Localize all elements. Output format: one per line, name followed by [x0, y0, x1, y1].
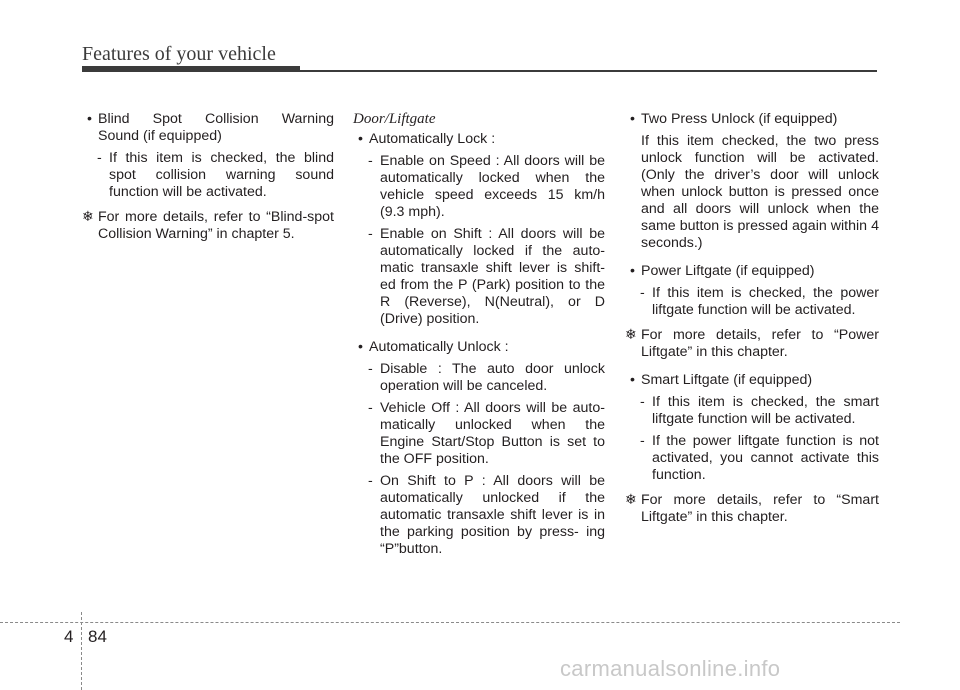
dash-marker: -	[640, 433, 645, 449]
sub-power-liftgate-desc	[625, 285, 879, 319]
bullet-power-liftgate: • Power Liftgate (if equipped)	[625, 263, 879, 280]
sub-blind-spot-desc	[82, 150, 334, 201]
sub-smart-liftgate-desc2	[625, 433, 879, 484]
bullet-two-press-unlock: • Two Press Unlock (if equipped)	[625, 111, 879, 128]
column-middle	[353, 111, 605, 558]
section-title-door-liftgate: Door/Liftgate	[353, 111, 436, 127]
dash-marker: -	[368, 153, 373, 169]
dash-marker: -	[97, 150, 102, 166]
footer-dashed-divider	[81, 612, 82, 690]
page-number: 84	[88, 627, 107, 646]
vehicle-off-text: Vehicle Off : All doors will be auto- matically unlocked when the Engine Start/Stop Button is set to the OFF position.	[380, 400, 605, 467]
sub-smart-liftgate-desc1	[625, 394, 879, 428]
sub-enable-on-shift	[353, 226, 605, 328]
dash-marker: -	[640, 285, 645, 301]
note-power-liftgate-text: For more details, refer to “Power Liftgate” in this chapter.	[641, 327, 879, 360]
chapter-number: 4	[64, 627, 74, 646]
enable-on-shift-text: Enable on Shift : All doors will be automatically locked if the auto- matic transaxle shift lever is shift- ed from the P (Park) position to the R (Reverse), N(Neutral), or D (Drive) position.	[380, 226, 605, 327]
dash-marker: -	[368, 400, 373, 416]
footer-dashed-rule	[0, 622, 900, 623]
smart-liftgate-desc2: If the power liftgate function is not activated, you cannot activate this function.	[652, 433, 879, 483]
disable-text: Disable : The auto door unlock operation will be canceled.	[380, 361, 605, 394]
note-smart-liftgate-text: For more details, refer to “Smart Liftgate” in this chapter.	[641, 492, 879, 525]
sub-vehicle-off	[353, 400, 605, 468]
smart-liftgate-desc1: If this item is checked, the smart liftgate function will be activated.	[652, 394, 879, 427]
blind-spot-desc: If this item is checked, the blind spot collision warning sound function will be activated.	[109, 150, 334, 200]
watermark-text: carmanualsonline.info	[560, 656, 781, 681]
snowflake-icon: ❄	[82, 209, 94, 225]
header-rule	[300, 70, 877, 72]
blind-spot-title-line2: Sound (if equipped)	[98, 128, 222, 144]
note-blind-spot	[82, 209, 334, 243]
bullet-blind-spot	[82, 111, 334, 145]
power-liftgate-desc: If this item is checked, the power liftgate function will be activated.	[652, 285, 879, 318]
sub-enable-on-speed	[353, 153, 605, 221]
note-power-liftgate	[625, 327, 879, 361]
dash-marker: -	[640, 394, 645, 410]
bullet-auto-unlock: • Automatically Unlock :	[353, 339, 605, 356]
enable-on-speed-text: Enable on Speed : All doors will be automatically locked when the vehicle speed exceeds 15 km/h (9.3 mph).	[380, 153, 605, 220]
dash-marker: -	[368, 361, 373, 377]
dash-marker: -	[368, 473, 373, 489]
blind-spot-title-line1: • Blind Spot Collision Warning	[98, 111, 334, 127]
column-left	[82, 111, 334, 243]
sub-disable	[353, 361, 605, 395]
snowflake-icon: ❄	[625, 327, 637, 343]
dash-marker: -	[368, 226, 373, 242]
column-right	[625, 111, 879, 526]
bullet-auto-lock: • Automatically Lock :	[353, 131, 605, 148]
two-press-desc: If this item checked, the two press unlock function will be activated. (Only the driver’s door will unlock when unlock button is pressed once and all doors will unlock when the same button is pressed again within 4 seconds.)	[641, 133, 879, 251]
sub-on-shift-to-p	[353, 473, 605, 558]
note-smart-liftgate	[625, 492, 879, 526]
bullet-smart-liftgate: • Smart Liftgate (if equipped)	[625, 372, 879, 389]
note-blind-spot-text: For more details, refer to “Blind-spot Collision Warning” in chapter 5.	[98, 209, 334, 242]
on-shift-to-p-text: On Shift to P : All doors will be automatically unlocked if the automatic transaxle shift lever is in the parking position by press- ing “P”button.	[380, 473, 605, 557]
header-accent-bar	[82, 66, 300, 72]
page-header-title: Features of your vehicle	[82, 43, 276, 65]
snowflake-icon: ❄	[625, 492, 637, 508]
